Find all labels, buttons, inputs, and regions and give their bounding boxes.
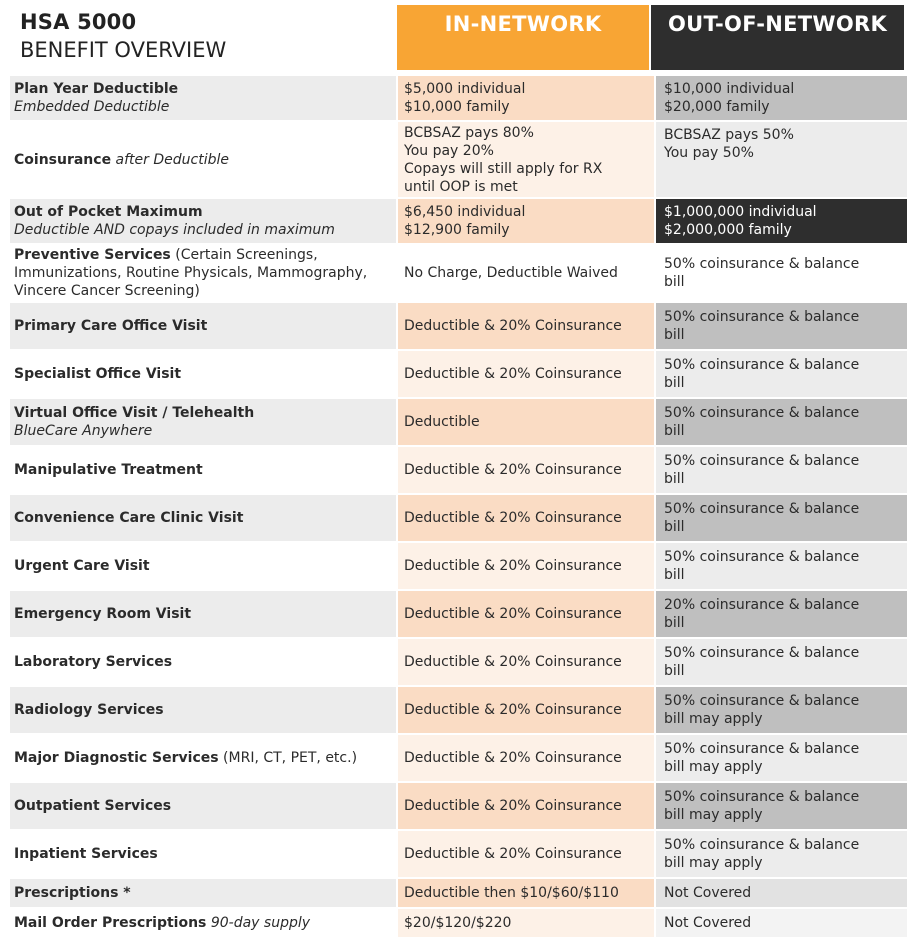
plan-subtitle: BENEFIT OVERVIEW [20, 38, 227, 62]
benefit-label-cell [10, 303, 396, 349]
benefit-label: Prescriptions * [14, 885, 131, 901]
out-of-network-cell [654, 735, 907, 781]
out-of-network-value: BCBSAZ pays 50% [664, 127, 794, 143]
in-network-value: Deductible & 20% Coinsurance [404, 510, 622, 526]
benefit-label-cell [10, 245, 396, 301]
table-row [10, 399, 907, 445]
out-of-network-cell [654, 879, 907, 907]
table-row [10, 76, 907, 120]
out-of-network-value: 50% coinsurance & balance [664, 693, 860, 709]
out-of-network-value: 50% coinsurance & balance [664, 357, 860, 373]
in-network-value: Deductible then $10/$60/$110 [404, 885, 619, 901]
out-of-network-value: 50% coinsurance & balance [664, 256, 860, 272]
benefit-label: Coinsurance [14, 151, 112, 168]
out-of-network-value: 50% coinsurance & balance [664, 741, 860, 757]
out-of-network-value: Not Covered [664, 885, 752, 901]
benefit-note: BlueCare Anywhere [14, 423, 153, 439]
in-network-value: $12,900 family [404, 222, 510, 238]
table-row [10, 831, 907, 877]
benefit-label: Major Diagnostic Services [14, 750, 219, 766]
out-of-network-cell [654, 122, 907, 197]
out-of-network-value: bill [664, 274, 685, 290]
table-row [10, 303, 907, 349]
out-of-network-value: 50% coinsurance & balance [664, 645, 860, 661]
benefit-note: after Deductible [115, 151, 229, 168]
in-network-cell [396, 687, 654, 733]
in-network-value: Deductible [404, 414, 480, 430]
in-network-cell [396, 122, 654, 197]
table-row [10, 639, 907, 685]
out-of-network-cell [654, 639, 907, 685]
benefit-label-cell [10, 831, 396, 877]
out-of-network-cell [654, 495, 907, 541]
plan-name: HSA 5000 [20, 10, 137, 34]
out-of-network-value: 50% coinsurance & balance [664, 837, 860, 853]
in-network-value: Deductible & 20% Coinsurance [404, 558, 622, 574]
benefit-label-cell [10, 351, 396, 397]
out-of-network-value: bill [664, 423, 685, 439]
in-network-value: You pay 20% [404, 142, 494, 159]
in-network-cell [396, 831, 654, 877]
in-network-header: IN-NETWORK [397, 5, 649, 70]
out-of-network-value: bill [664, 567, 685, 583]
table-row [10, 245, 907, 301]
out-of-network-cell [654, 199, 907, 243]
title-block [20, 8, 226, 64]
table-row [10, 909, 907, 937]
benefit-label-cell [10, 735, 396, 781]
benefit-label-cell [10, 879, 396, 907]
out-of-network-cell [654, 76, 907, 120]
out-of-network-value: You pay 50% [664, 145, 754, 161]
benefit-label: Primary Care Office Visit [14, 318, 208, 334]
in-network-value: Deductible & 20% Coinsurance [404, 798, 622, 814]
table-row [10, 495, 907, 541]
out-of-network-cell [654, 831, 907, 877]
in-network-value: Deductible & 20% Coinsurance [404, 462, 622, 478]
benefits-table [10, 74, 907, 939]
benefit-label-cell [10, 399, 396, 445]
in-network-cell [396, 495, 654, 541]
benefit-detail: (MRI, CT, PET, etc.) [223, 750, 358, 766]
benefit-label: Outpatient Services [14, 798, 172, 814]
benefit-detail: Vincere Cancer Screening) [14, 283, 200, 299]
out-of-network-value: 50% coinsurance & balance [664, 549, 860, 565]
out-of-network-value: $2,000,000 family [664, 222, 792, 238]
in-network-cell [396, 399, 654, 445]
benefit-label-cell [10, 543, 396, 589]
in-network-value: BCBSAZ pays 80% [404, 124, 534, 141]
benefit-label: Inpatient Services [14, 846, 158, 862]
benefit-note: Deductible AND copays included in maximum [14, 222, 335, 238]
out-of-network-cell [654, 245, 907, 301]
out-of-network-cell [654, 303, 907, 349]
benefit-label: Laboratory Services [14, 654, 173, 670]
benefit-label-cell [10, 687, 396, 733]
benefit-label-cell [10, 909, 396, 937]
out-of-network-value: 50% coinsurance & balance [664, 309, 860, 325]
in-network-value: Deductible & 20% Coinsurance [404, 702, 622, 718]
table-row [10, 783, 907, 829]
benefit-label-cell [10, 122, 396, 197]
in-network-value: Deductible & 20% Coinsurance [404, 654, 622, 670]
benefit-label-cell [10, 783, 396, 829]
benefit-label-cell [10, 495, 396, 541]
in-network-cell [396, 591, 654, 637]
benefit-note: Embedded Deductible [14, 99, 170, 115]
in-network-cell [396, 199, 654, 243]
out-of-network-cell [654, 543, 907, 589]
benefit-label-cell [10, 199, 396, 243]
in-network-value: Copays will still apply for RX [404, 160, 603, 177]
table-row [10, 543, 907, 589]
benefit-label: Preventive Services [14, 247, 171, 263]
out-of-network-value: Not Covered [664, 915, 752, 931]
table-row [10, 122, 907, 197]
in-network-value: Deductible & 20% Coinsurance [404, 750, 622, 766]
in-network-cell [396, 783, 654, 829]
table-row [10, 687, 907, 733]
out-of-network-value: bill [664, 663, 685, 679]
out-of-network-value: bill [664, 519, 685, 535]
out-of-network-value: 20% coinsurance & balance [664, 597, 860, 613]
benefit-note: 90-day supply [210, 915, 311, 931]
out-of-network-value: bill [664, 327, 685, 343]
table-row [10, 879, 907, 907]
out-of-network-cell [654, 909, 907, 937]
benefit-label: Plan Year Deductible [14, 81, 179, 97]
benefit-label: Manipulative Treatment [14, 462, 203, 478]
in-network-cell [396, 735, 654, 781]
out-of-network-value: bill may apply [664, 855, 763, 871]
out-of-network-value: 50% coinsurance & balance [664, 405, 860, 421]
benefit-label: Urgent Care Visit [14, 558, 150, 574]
out-of-network-header: OUT-OF-NETWORK [651, 5, 904, 70]
in-network-value: Deductible & 20% Coinsurance [404, 846, 622, 862]
benefit-label: Virtual Office Visit / Telehealth [14, 405, 255, 421]
in-network-cell [396, 303, 654, 349]
table-row [10, 735, 907, 781]
out-of-network-value: bill [664, 375, 685, 391]
in-network-value: Deductible & 20% Coinsurance [404, 366, 622, 382]
benefit-label: Radiology Services [14, 702, 164, 718]
benefit-label-cell [10, 447, 396, 493]
out-of-network-cell [654, 591, 907, 637]
table-row [10, 199, 907, 243]
out-of-network-cell [654, 399, 907, 445]
benefit-label: Emergency Room Visit [14, 606, 192, 622]
in-network-value: $20/$120/$220 [404, 915, 512, 931]
out-of-network-value: bill [664, 615, 685, 631]
in-network-value: $5,000 individual [404, 81, 526, 97]
out-of-network-value: 50% coinsurance & balance [664, 789, 860, 805]
out-of-network-value: bill may apply [664, 711, 763, 727]
out-of-network-value: bill [664, 471, 685, 487]
out-of-network-value: $10,000 individual [664, 81, 795, 97]
benefit-label-cell [10, 639, 396, 685]
out-of-network-value: bill may apply [664, 807, 763, 823]
out-of-network-value: $20,000 family [664, 99, 770, 115]
in-network-cell [396, 76, 654, 120]
benefit-label: Out of Pocket Maximum [14, 204, 203, 220]
out-of-network-value: $1,000,000 individual [664, 204, 817, 220]
in-network-value: until OOP is met [404, 178, 518, 195]
benefit-label-cell [10, 76, 396, 120]
table-row [10, 591, 907, 637]
benefit-label: Convenience Care Clinic Visit [14, 510, 244, 526]
out-of-network-cell [654, 783, 907, 829]
in-network-cell [396, 447, 654, 493]
in-network-cell [396, 543, 654, 589]
in-network-cell [396, 639, 654, 685]
benefit-detail: Immunizations, Routine Physicals, Mammography, [14, 265, 368, 281]
in-network-value: Deductible & 20% Coinsurance [404, 606, 622, 622]
out-of-network-cell [654, 351, 907, 397]
in-network-cell [396, 245, 654, 301]
benefit-detail: (Certain Screenings, [175, 247, 318, 263]
table-row [10, 351, 907, 397]
benefit-label-cell [10, 591, 396, 637]
in-network-cell [396, 351, 654, 397]
in-network-value: $6,450 individual [404, 204, 526, 220]
out-of-network-cell [654, 687, 907, 733]
in-network-cell [396, 879, 654, 907]
benefit-label: Mail Order Prescriptions [14, 915, 207, 931]
benefit-label: Specialist Office Visit [14, 366, 182, 382]
in-network-value: Deductible & 20% Coinsurance [404, 318, 622, 334]
in-network-value: $10,000 family [404, 99, 510, 115]
out-of-network-value: 50% coinsurance & balance [664, 453, 860, 469]
table-row [10, 447, 907, 493]
out-of-network-value: 50% coinsurance & balance [664, 501, 860, 517]
in-network-cell [396, 909, 654, 937]
in-network-value: No Charge, Deductible Waived [404, 265, 618, 281]
out-of-network-value: bill may apply [664, 759, 763, 775]
out-of-network-cell [654, 447, 907, 493]
